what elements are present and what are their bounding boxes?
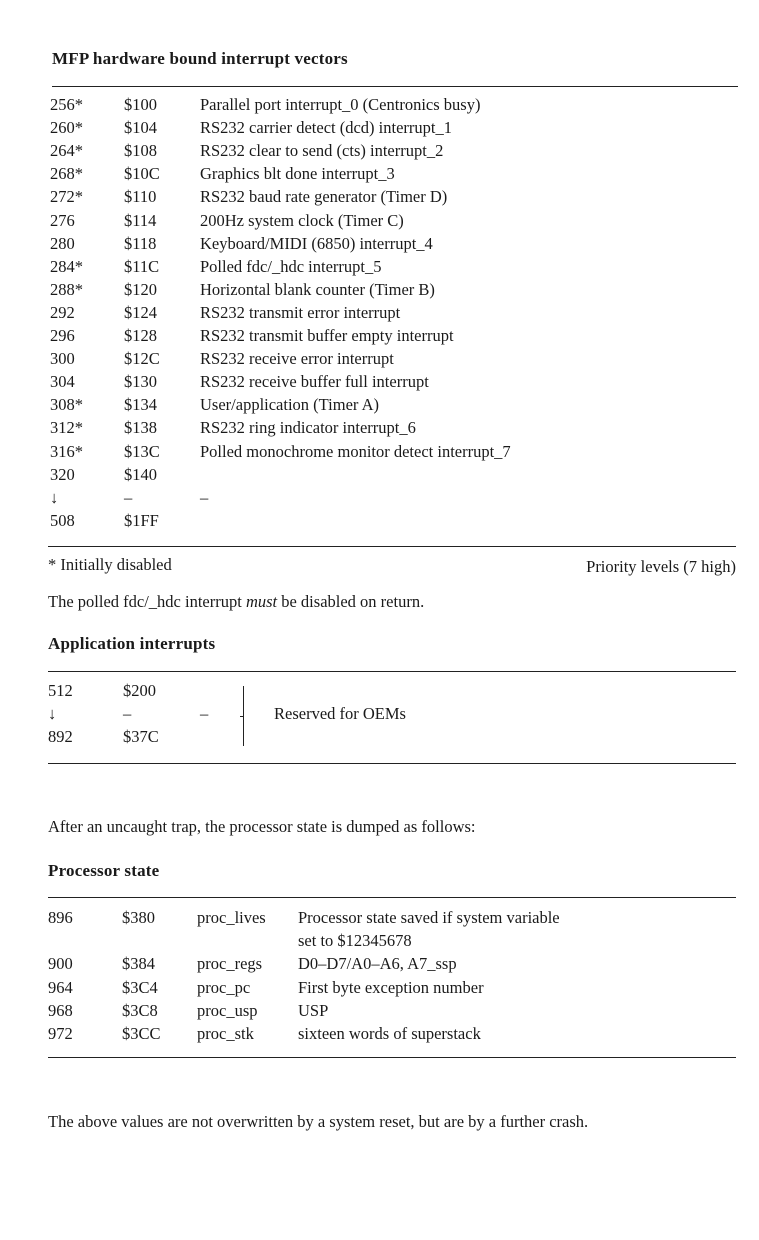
polled-interrupt-note xyxy=(48,592,424,612)
vector-hex: $118 xyxy=(124,233,157,253)
vector-description: Keyboard/MIDI (6850) interrupt_4 xyxy=(200,233,433,253)
address-decimal: 900 xyxy=(48,954,73,974)
address-hex: $3CC xyxy=(122,1024,161,1043)
mfp-top-rule xyxy=(52,86,738,87)
variable-description: set to $12345678 xyxy=(298,931,412,951)
vector-description: RS232 clear to send (cts) interrupt_2 xyxy=(200,141,444,161)
vector-hex: $11C xyxy=(124,256,160,276)
vector-decimal: 508 xyxy=(50,510,75,530)
vector-hex: $108 xyxy=(124,141,157,161)
vector-range-dash: – xyxy=(200,704,209,723)
vector-decimal: 892 xyxy=(48,727,73,746)
vector-hex: $124 xyxy=(124,302,157,322)
proc-bottom-rule xyxy=(48,1057,736,1058)
note-text-before: The polled fdc/_hdc interrupt xyxy=(48,592,246,611)
vector-decimal: 276 xyxy=(50,210,75,230)
mfp-bottom-rule xyxy=(48,546,736,547)
vector-hex: $100 xyxy=(124,95,157,114)
vector-decimal: 316* xyxy=(50,441,83,461)
vector-decimal: 260* xyxy=(50,118,83,138)
reserved-bracket xyxy=(243,686,244,746)
vector-decimal: 304 xyxy=(50,372,75,392)
vector-description: – xyxy=(200,487,209,507)
address-hex: $3C8 xyxy=(122,1000,158,1020)
variable-description: First byte exception number xyxy=(298,977,484,997)
variable-name: proc_usp xyxy=(197,1000,258,1020)
vector-decimal: ↓ xyxy=(50,487,59,507)
vector-decimal: 268* xyxy=(50,164,83,184)
vector-decimal: 296 xyxy=(50,326,75,345)
address-decimal: 972 xyxy=(48,1024,73,1043)
vector-description: RS232 transmit buffer empty interrupt xyxy=(200,326,454,345)
vector-decimal: 264* xyxy=(50,141,83,161)
variable-description: D0–D7/A0–A6, A7_ssp xyxy=(298,954,457,974)
vector-decimal: 284* xyxy=(50,256,83,276)
variable-name: proc_stk xyxy=(197,1024,254,1043)
address-decimal: 968 xyxy=(48,1000,73,1020)
reserved-for-oems: Reserved for OEMs xyxy=(274,704,406,723)
address-hex: $384 xyxy=(122,954,155,974)
vector-decimal: 312* xyxy=(50,418,83,438)
vector-hex: $37C xyxy=(123,727,159,746)
address-decimal: 896 xyxy=(48,908,73,927)
vector-description: Polled fdc/_hdc interrupt_5 xyxy=(200,256,382,276)
app-top-rule xyxy=(48,671,736,672)
vector-description: RS232 transmit error interrupt xyxy=(200,302,401,322)
vector-decimal: 308* xyxy=(50,395,83,415)
variable-description: USP xyxy=(298,1000,329,1020)
vector-hex: $134 xyxy=(124,395,157,415)
vector-hex: $200 xyxy=(123,681,156,700)
app-bottom-rule xyxy=(48,763,736,764)
address-decimal: 964 xyxy=(48,977,73,997)
vector-description: 200Hz system clock (Timer C) xyxy=(200,210,404,230)
vector-hex: $130 xyxy=(124,372,157,392)
vector-decimal: 280 xyxy=(50,233,75,253)
vector-hex: $140 xyxy=(124,464,157,484)
mfp-footnote: * Initially disabled xyxy=(48,555,172,574)
vector-decimal: 292 xyxy=(50,302,75,322)
vector-hex: $114 xyxy=(124,210,157,230)
address-hex: $3C4 xyxy=(122,977,158,997)
note-emphasis: must xyxy=(245,592,278,611)
variable-name: proc_regs xyxy=(197,954,263,974)
vector-hex: $10C xyxy=(124,164,160,184)
vector-description: Parallel port interrupt_0 (Centronics busy) xyxy=(200,95,481,114)
vector-hex: $12C xyxy=(124,349,160,369)
vector-description: Graphics blt done interrupt_3 xyxy=(200,164,395,184)
vector-hex: $138 xyxy=(124,418,157,438)
variable-description: sixteen words of superstack xyxy=(298,1024,481,1043)
vector-decimal: ↓ xyxy=(48,704,57,723)
mfp-heading: MFP hardware bound interrupt vectors xyxy=(52,49,348,68)
vector-description: RS232 receive error interrupt xyxy=(200,349,394,369)
vector-decimal: 288* xyxy=(50,279,83,299)
vector-decimal: 256* xyxy=(50,95,83,114)
vector-description: RS232 baud rate generator (Timer D) xyxy=(200,187,448,207)
app-heading: Application interrupts xyxy=(48,634,216,653)
vector-hex: $1FF xyxy=(124,510,159,530)
trap-intro-text: After an uncaught trap, the processor state is dumped as follows: xyxy=(48,817,476,836)
vector-description: Horizontal blank counter (Timer B) xyxy=(200,279,435,299)
proc-heading: Processor state xyxy=(48,861,160,880)
vector-description: Polled monochrome monitor detect interrupt_7 xyxy=(200,441,511,461)
vector-description: RS232 receive buffer full interrupt xyxy=(200,372,429,392)
vector-hex: $110 xyxy=(124,187,157,207)
vector-decimal: 272* xyxy=(50,187,83,207)
vector-decimal: 300 xyxy=(50,349,75,369)
vector-hex: $128 xyxy=(124,326,157,345)
note-text-after: be disabled on return. xyxy=(277,592,425,611)
variable-name: proc_pc xyxy=(197,977,251,997)
proc-top-rule xyxy=(48,897,736,898)
vector-description: RS232 ring indicator interrupt_6 xyxy=(200,418,416,438)
vector-hex: $104 xyxy=(124,118,157,138)
priority-levels-note: Priority levels (7 high) xyxy=(586,557,736,576)
vector-hex: – xyxy=(123,704,132,723)
vector-decimal: 320 xyxy=(50,464,75,484)
variable-name: proc_lives xyxy=(197,908,266,927)
vector-hex: – xyxy=(124,487,133,507)
vector-description: RS232 carrier detect (dcd) interrupt_1 xyxy=(200,118,452,138)
vector-hex: $13C xyxy=(124,441,160,461)
closing-text: The above values are not overwritten by a system reset, but are by a further crash. xyxy=(48,1112,589,1131)
vector-hex: $120 xyxy=(124,279,157,299)
variable-description: Processor state saved if system variable xyxy=(298,908,560,927)
vector-description: User/application (Timer A) xyxy=(200,395,380,415)
vector-decimal: 512 xyxy=(48,681,73,700)
address-hex: $380 xyxy=(122,908,155,927)
